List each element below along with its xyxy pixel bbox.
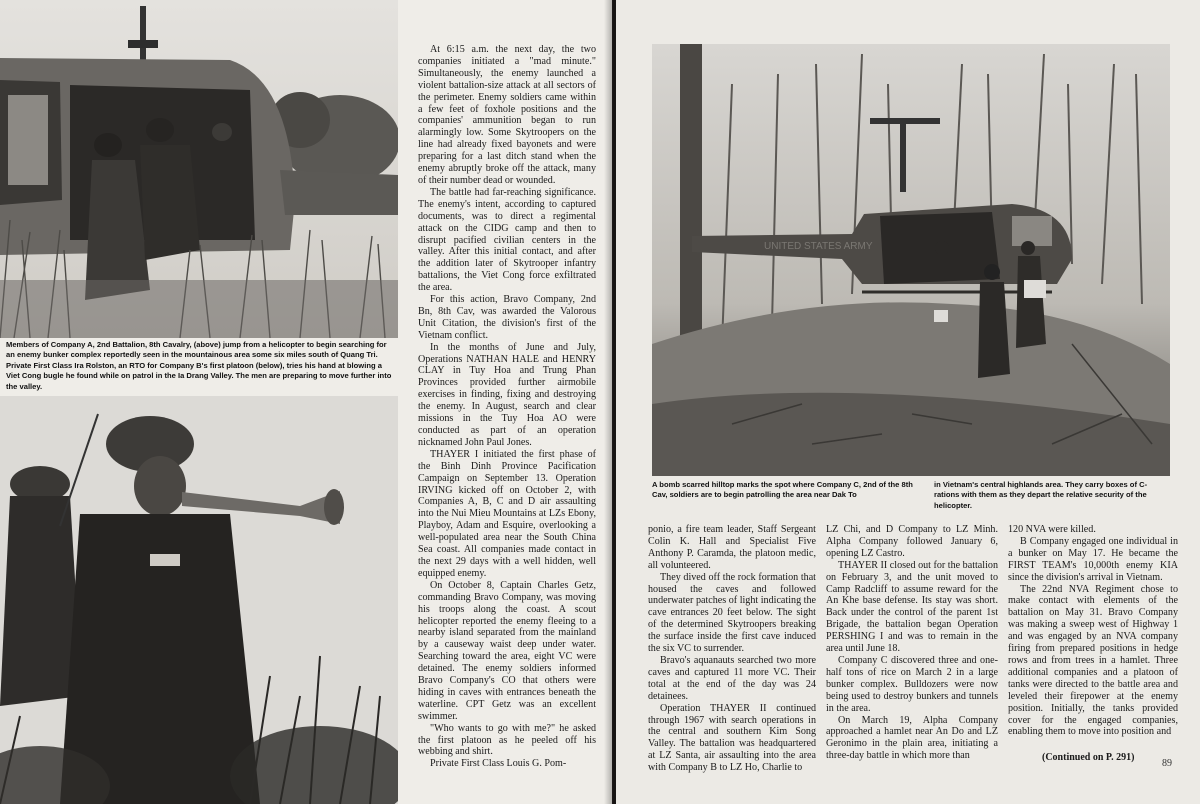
- paragraph: LZ Chi, and D Company to LZ Minh. Alpha Company followed January 6, opening LZ Castro.: [826, 524, 998, 559]
- page-number: 89: [1162, 758, 1172, 769]
- caption-right-page-right: in Vietnam's central highlands area. They carry boxes of C-rations with them as they depart the relative security of the helicopter.: [934, 480, 1148, 510]
- right-text-column-3: [1008, 524, 1178, 738]
- paragraph: Bravo's aquanauts searched two more caves and captured 11 more VC. Their total at the end of the day was 24 detainees.: [648, 654, 816, 702]
- paragraph: On October 8, Captain Charles Getz, commanding Bravo Company, was moving his troops along the coast. A scout helicopter reported the enemy fleeing to a nearby island separated from the mainland by a causeway waist deep under water. Searching toward the area, eight VC were detained. The enemy soldiers informed Bravo Company's CO that others were hiding in caves with entrances beneath the waterline. CPT Getz was an excellent swimmer.: [418, 579, 596, 722]
- paragraph: B Company engaged one individual in a bunker on May 17. He became the FIRST TEAM's 10,000th enemy KIA since the division's arrival in Vietnam.: [1008, 535, 1178, 583]
- paragraph: The battle had far-reaching significance. The enemy's intent, according to captured documents, was to direct a regimental attack on the CIDG camp and then to disrupt pacified civilian centers in the valley. After this initial contact, and after the addition later of Skytrooper infantry battalions, the Viet Cong force exfiltrated the area.: [418, 186, 596, 294]
- paragraph: 120 NVA were killed.: [1008, 524, 1096, 535]
- paragraph: The 22nd NVA Regiment chose to make contact with elements of the battalion on May 31. Bravo Company was making a sweep west of Highway 1 and was engaged by an NVA company firing from prepared positions in hedge rows and from trees in a hamlet. Three additional companies and a platoon of tanks were directed to the battle area and leveled their firepower at the enemy position. Initially, the tanks provided cover for the engaged companies, enabling them to move into position and: [1008, 583, 1178, 738]
- caption-left-page: Members of Company A, 2nd Battalion, 8th Cavalry, (above) jump from a helicopter to begin searching for an enemy bunker complex reportedly seen in the mountainous area some six miles south of Quang Tri. Private First Class Ira Rolston, an RTO for Company B's first platoon (below), tries his hand at blowing a Viet Cong bugle he found while on patrol in the Ia Drang Valley. The men are preparing to move further into the valley.: [6, 340, 392, 391]
- paragraph: THAYER I initiated the first phase of the Binh Dinh Province Pacification Campaign on September 13. Operation IRVING kicked off on October 2, with Companies A, B, C and D air assaulting into the Nui Mieu Mountains at LZs Ebony, Playboy, Adam and Esquire, overlooking a well-populated area near the South China Sea coast. All companies made contact in the next 29 days with a well hidden, well equipped enemy.: [418, 448, 596, 579]
- right-text-column-1: [648, 524, 816, 774]
- right-text-column-2: [826, 524, 998, 762]
- helicopter-marking: UNITED STATES ARMY: [764, 241, 873, 252]
- paragraph: In the months of June and July, Operations NATHAN HALE and HENRY CLAY in Tuy Hoa and Trung Phan Provinces provided further airmobile exercises in finding, fixing and destroying the enemy. In August, search and clear missions in the Tuy Hoa AO were conducted as part of an operation nicknamed John Paul Jones.: [418, 341, 596, 448]
- left-text-column: [418, 44, 596, 770]
- paragraph: "Who wants to go with me?" he asked the first platoon as he peeled off his webbing and shirt.: [418, 722, 596, 758]
- paragraph: Company C discovered three and one-half tons of rice on March 2 in a large bunker complex. Bulldozers were now being used to destroy bunkers and tunnels in the area.: [826, 654, 998, 714]
- right-page: [616, 0, 1200, 804]
- photo-soldier-bugle: [0, 396, 398, 804]
- continued-note: (Continued on P. 291): [1042, 752, 1135, 763]
- paragraph: They dived off the rock formation that housed the caves and followed underwater patches of light indicating the cave entrances 20 feet below. The sight of the determined Skytroopers breaking the surface inside the first cave induced the six VC to surrender.: [648, 571, 816, 655]
- paragraph: On March 19, Alpha Company approached a hamlet near An Do and LZ Geronimo in the plain area, initiating a three-day battle in which more than: [826, 714, 998, 762]
- caption-right-page-left: A bomb scarred hilltop marks the spot where Company C, 2nd of the 8th Cav, soldiers are to begin patrolling the area near Dak To: [652, 480, 913, 500]
- paragraph: THAYER II closed out for the battalion on February 3, and the unit moved to Camp Radcliff to assume reward for the An Khe base defense. Its stay was short. Back under the control of the parent 1st Brigade, the battalion began Operation PERSHING I and was to remain in the area until June 18.: [826, 559, 998, 655]
- paragraph: Private First Class Louis G. Pom-: [430, 758, 567, 770]
- paragraph: Operation THAYER II continued through 1967 with search operations in the central and southern Kim Song Valley. The battalion was headquartered at LZ Santa, air assaulting into the area with Company B to LZ Ho, Charlie to: [648, 702, 816, 774]
- paragraph: ponio, a fire team leader, Staff Sergeant Colin K. Hall and Specialist Five Anthony P. Caramda, the platoon medic, all volunteered.: [648, 524, 816, 571]
- photo-hilltop-helicopter: [652, 44, 1170, 476]
- paragraph: At 6:15 a.m. the next day, the two companies initiated a "mad minute." Simultaneously, the enemy launched a violent battalion-size attack at all sectors of the perimeter. Enemy soldiers came within a few feet of foxhole positions and the companies' ammunition began to run alarmingly low. Some Skytroopers on the line had already fixed bayonets and were preparing for a last ditch stand when the enemy abruptly broke off the attack, many of their number dead or wounded.: [418, 44, 596, 186]
- paragraph: For this action, Bravo Company, 2nd Bn, 8th Cav, was awarded the Valorous Unit Citation, the division's first of the Vietnam conflict.: [418, 294, 596, 341]
- photo-helicopter-jump: [0, 0, 398, 338]
